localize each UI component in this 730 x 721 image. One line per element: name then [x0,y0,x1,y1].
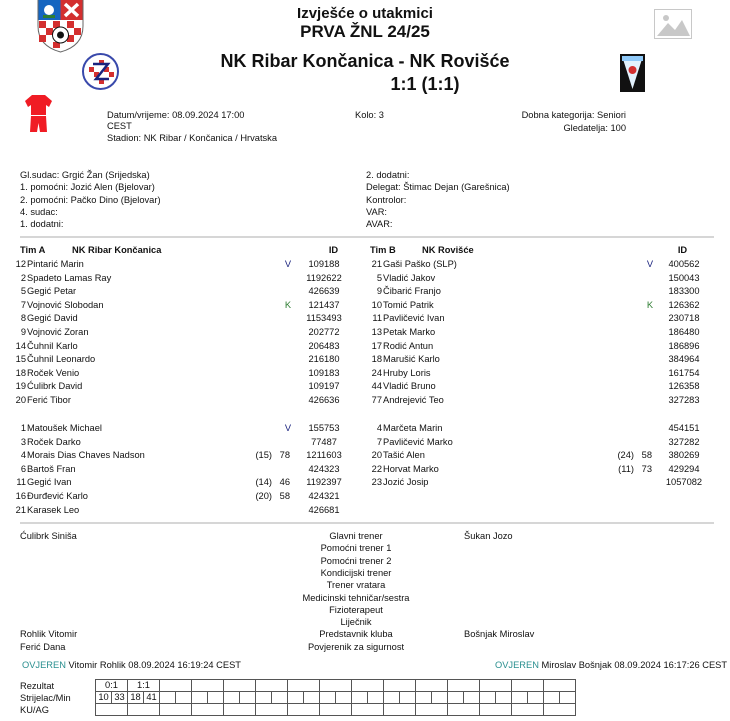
result-cell [512,680,544,692]
player-row [9,299,349,312]
player-row [365,326,705,339]
staff-role-label: Trener vratara [326,580,386,591]
staff-role-label: Pomoćni trener 2 [320,555,392,566]
fourth-official: 4. sudac: [20,206,58,217]
player-row [9,490,349,503]
cards-cell [320,704,352,716]
staff-role-label: Medicinski tehničar/sestra [302,592,410,603]
player-row [9,449,349,462]
result-cell [352,680,384,692]
verified-status: OVJEREN [22,660,66,670]
player-row [365,312,705,325]
result-cell [448,680,480,692]
staff-role-label: Predstavnik kluba [319,629,393,640]
goalkeeper-badge: V [646,259,654,269]
league-title: PRVA ŽNL 24/25 [300,22,430,41]
player-name: Vojnović Slobodan [27,299,104,310]
player-name: Marušić Karlo [383,354,440,365]
player-name: Tašić Alen [383,450,425,461]
player-name: Pavličević Marko [383,436,453,447]
scorer-minute-cell [464,692,480,704]
team-a-verification [22,659,241,672]
player-name: Jozić Josip [383,477,429,488]
player-id: 327282 [668,436,700,447]
team-a-name: NK Ribar Končanica [72,245,162,255]
player-row [365,476,705,489]
scorer-minute-cell [384,692,400,704]
scorer-minute-cell: 33 [112,692,128,704]
player-id: 216180 [308,354,340,365]
player-id: 384964 [668,354,700,365]
player-id: 150043 [668,272,700,283]
player-id: 426681 [308,504,340,515]
player-id: 1057082 [665,477,703,488]
shirt-number: 13 [371,327,382,337]
shirt-number: 5 [376,272,382,283]
player-row [365,463,705,476]
scorer-minute-cell [224,692,240,704]
staff-role-label: Povjerenik za sigurnost [307,641,405,652]
team-a-id-header: ID [328,245,339,255]
result-cell [256,680,288,692]
additional-referee-2: 2. dodatni: [366,170,410,180]
stadium: Stadion: NK Ribar / Končanica / Hrvatska [107,133,278,143]
player-id: 424323 [308,463,340,474]
staff-role-label: Pomoćni trener 1 [320,543,392,554]
player-id: 155753 [308,423,340,433]
player-name: Tomić Patrik [383,299,434,310]
cards-cell [224,704,256,716]
substituted-player: (15) [255,450,272,461]
player-id: 126358 [668,381,700,392]
shirt-number: 21 [15,504,26,515]
controller: Kontrolor: [366,194,407,205]
shirt-number: 9 [376,286,382,297]
scorer-label: Strijelac/Min [20,693,71,703]
player-row [9,380,349,393]
spectators: Gledatelja: 100 [563,123,626,133]
player-row [365,353,705,366]
age-category: Dobna kategorija: Seniori [521,110,626,120]
scorer-minute-cell [160,692,176,704]
scorer-minute-cell: 10 [96,692,112,704]
shirt-number: 77 [371,395,382,405]
shirt-number: 19 [15,381,26,392]
player-row [9,326,349,339]
player-row [365,340,705,353]
officials-left [20,169,161,230]
team-a-staff-member: Ferić Dana [20,641,66,652]
scorer-minute-cell [416,692,432,704]
report-subtitle: Izvješće o utakmici [297,5,433,22]
player-row [9,258,349,271]
player-id: 161754 [668,367,700,378]
shirt-number: 4 [20,450,26,461]
scorer-minute-cell [336,692,352,704]
player-name: Čibarić Franjo [383,286,441,297]
captain-badge: K [284,299,292,310]
cards-label: KU/AG [20,705,49,715]
scorer-minute-cell [352,692,368,704]
cards-cell [128,704,160,716]
substitution-minute: 58 [279,491,290,501]
player-id: 1192622 [306,272,342,283]
player-row [9,436,349,449]
scorer-minute-cell [208,692,224,704]
player-id: 230718 [668,313,700,324]
player-name: Horvat Marko [383,463,439,474]
substitution-minute: 58 [641,450,652,461]
score-grid [95,679,576,716]
shirt-number: 16 [15,491,26,501]
player-id: 426639 [308,286,340,297]
verified-status: OVJEREN [495,660,539,670]
cards-cell [256,704,288,716]
player-id: 424321 [308,491,340,501]
player-id: 183300 [668,286,700,297]
result-cell [320,680,352,692]
scorer-minute-cell [480,692,496,704]
divider [20,522,714,524]
scorer-minute-cell: 18 [128,692,144,704]
player-row [9,353,349,366]
scorer-minute-cell [272,692,288,704]
shirt-number: 8 [20,313,26,324]
substituted-player: (24) [617,450,634,461]
shirt-number: 18 [371,354,382,365]
player-name: Morais Dias Chaves Nadson [27,450,145,461]
player-row [9,394,349,407]
team-b-verification [495,659,728,672]
staff-role-label: Liječnik [340,617,372,628]
player-row [365,367,705,380]
shirt-number: 5 [20,286,26,297]
cards-cell [512,704,544,716]
player-row [365,436,705,449]
player-name: Gaši Paško (SLP) [383,259,457,269]
player-id: 429294 [668,463,700,474]
player-row [9,422,349,435]
player-row [9,367,349,380]
player-id: 426636 [308,395,340,405]
result-cell [544,680,576,692]
player-row [365,258,705,271]
assistant-referee-1: 1. pomoćni: Jozić Alen (Bjelovar) [20,182,155,193]
player-row [365,285,705,298]
player-id: 121437 [308,299,340,310]
player-row [9,340,349,353]
scorer-minute-cell [448,692,464,704]
scorer-minute-cell [320,692,336,704]
scorer-minute-cell [240,692,256,704]
shirt-number: 21 [371,259,382,269]
shirt-number: 44 [371,381,382,392]
goalkeeper-badge: V [284,259,292,269]
player-name: Roček Venio [27,367,80,378]
substitution-minute: 46 [279,477,290,488]
team-b-staff-member: Bošnjak Miroslav [464,629,535,640]
player-id: 454151 [668,423,700,433]
player-row [9,476,349,489]
player-row [9,272,349,285]
player-id: 109197 [308,381,340,392]
player-name: Petak Marko [383,327,436,337]
scorer-minute-cell [496,692,512,704]
player-id: 380269 [668,450,700,461]
cards-cell [192,704,224,716]
player-id: 206483 [308,340,340,351]
shirt-number: 7 [20,299,26,310]
player-row [9,463,349,476]
scorer-minute-cell [432,692,448,704]
scorer-minute-cell [512,692,528,704]
result-cell [480,680,512,692]
avar: AVAR: [366,219,393,230]
shirt-number: 18 [15,367,26,378]
cards-cell [384,704,416,716]
player-name: Vladić Jakov [383,272,436,283]
player-row [365,422,705,435]
shirt-number: 2 [20,272,26,283]
shirt-number: 12 [15,259,26,269]
team-b-label: Tim B [370,245,396,255]
player-id: 109188 [308,259,340,269]
substituted-player: (11) [618,463,634,474]
shirt-number: 23 [371,477,382,488]
verified-by: Vitomir Rohlik 08.09.2024 16:19:24 CEST [68,660,241,670]
result-label: Rezultat [20,681,55,691]
date-time: Datum/vrijeme: 08.09.2024 17:00 [107,110,245,120]
divider [20,236,714,238]
cards-cell [288,704,320,716]
substitution-minute: 73 [641,463,652,474]
team-a-staff-member: Rohlik Vitomir [20,629,78,640]
player-row [365,394,705,407]
head-referee: Gl.sudac: Grgić Žan (Srijedska) [20,170,150,180]
staff-role-label: Fizioterapeut [329,604,383,615]
red-kit-icon [25,95,52,133]
player-name: Marčeta Marin [383,423,443,433]
player-name: Pavličević Ivan [383,313,445,324]
delegate: Delegat: Štimac Dejan (Garešnica) [366,182,510,193]
scorer-minute-cell [304,692,320,704]
player-name: Matoušek Michael [27,423,102,433]
scorer-minute-cell [544,692,560,704]
player-id: 1192397 [306,477,342,488]
player-id: 327283 [668,395,700,405]
goalkeeper-badge: V [284,423,292,433]
match-score: 1:1 (1:1) [390,74,460,94]
scorer-minute-cell [368,692,384,704]
scorer-minute-cell [288,692,304,704]
shirt-number: 11 [16,477,26,488]
shirt-number: 17 [371,340,382,351]
player-name: Spadeto Lamas Ray [27,272,112,283]
scorer-minute-cell: 41 [144,692,160,704]
cards-cell [352,704,384,716]
shirt-number: 15 [15,354,26,365]
cards-cell [480,704,512,716]
additional-referee-1: 1. dodatni: [20,219,64,230]
result-cell [160,680,192,692]
player-name: Pintarić Marin [27,259,84,269]
player-id: 1211603 [306,450,342,461]
player-row [365,380,705,393]
shirt-number: 11 [372,313,382,324]
verified-by: Miroslav Bošnjak 08.09.2024 16:17:26 CEST [541,660,728,670]
player-id: 1153493 [306,313,342,324]
player-name: Roček Darko [27,436,81,447]
player-row [365,299,705,312]
player-name: Đurđević Karlo [27,491,88,501]
result-cell [384,680,416,692]
var: VAR: [366,206,388,217]
shirt-number: 6 [20,463,26,474]
result-cell [416,680,448,692]
timezone: CEST [107,121,132,131]
scorer-minute-cell [192,692,208,704]
scorer-minute-cell [560,692,576,704]
cards-cell [416,704,448,716]
player-id: 126362 [668,299,700,310]
player-id: 77487 [311,436,337,447]
player-row [9,504,349,517]
player-row [9,312,349,325]
player-id: 186896 [668,340,700,351]
scorer-minute-cell [400,692,416,704]
player-id: 400562 [668,259,700,269]
player-name: Andrejević Teo [383,395,444,405]
scorer-minute-cell [528,692,544,704]
player-name: Gegić Ivan [27,477,72,488]
cards-cell [544,704,576,716]
team-b-name: NK Rovišće [422,245,474,255]
scorer-minute-cell [176,692,192,704]
player-name: Karasek Leo [27,504,80,515]
player-name: Rodić Antun [383,340,434,351]
cards-cell [96,704,128,716]
cards-cell [160,704,192,716]
player-row [365,449,705,462]
player-name: Čuhnil Leonardo [27,354,96,365]
team-b-id-header: ID [677,245,688,255]
assistant-referee-2: 2. pomoćni: Pačko Dino (Bjelovar) [20,194,161,205]
player-id: 109183 [308,367,340,378]
round: Kolo: 3 [355,110,384,120]
shirt-number: 3 [20,436,26,447]
shirt-number: 14 [15,340,26,351]
team-b-staff-member: Šukan Jozo [464,531,513,541]
shirt-number: 7 [376,436,382,447]
staff-role-label: Kondicijski trener [320,567,392,578]
team-a-label: Tim A [20,245,46,255]
cards-cell [448,704,480,716]
team-a-staff-member: Ćulibrk Siniša [20,531,77,541]
player-name: Vojnović Zoran [27,327,89,337]
substitution-minute: 78 [279,450,290,461]
player-name: Gegić Petar [27,286,77,297]
scorer-minute-cell [256,692,272,704]
result-cell [192,680,224,692]
shirt-number: 9 [20,327,26,337]
match-title: NK Ribar Končanica - NK Rovišće [220,51,510,71]
result-cell [224,680,256,692]
player-row [365,272,705,285]
officials-right [366,169,510,230]
result-cell [288,680,320,692]
substituted-player: (20) [255,491,272,501]
player-id: 202772 [308,327,340,337]
shirt-number: 20 [371,450,382,461]
player-row [9,285,349,298]
player-name: Vladić Bruno [383,381,436,392]
shirt-number: 24 [371,367,382,378]
shirt-number: 10 [371,299,382,310]
result-cell: 0:1 [96,680,128,692]
shirt-number: 1 [20,423,26,433]
player-name: Ferić Tibor [27,395,71,405]
player-name: Gegić David [27,313,78,324]
shirt-number: 22 [371,463,382,474]
player-name: Bartoš Fran [27,463,76,474]
player-id: 186480 [668,327,700,337]
substituted-player: (14) [255,477,272,488]
result-cell: 1:1 [128,680,160,692]
player-name: Čuhnil Karlo [27,340,78,351]
shirt-number: 20 [15,395,26,405]
player-name: Hruby Loris [383,367,431,378]
captain-badge: K [646,299,654,310]
staff-role-label: Glavni trener [329,531,383,541]
shirt-number: 4 [376,423,382,433]
player-name: Ćulibrk David [27,381,83,392]
